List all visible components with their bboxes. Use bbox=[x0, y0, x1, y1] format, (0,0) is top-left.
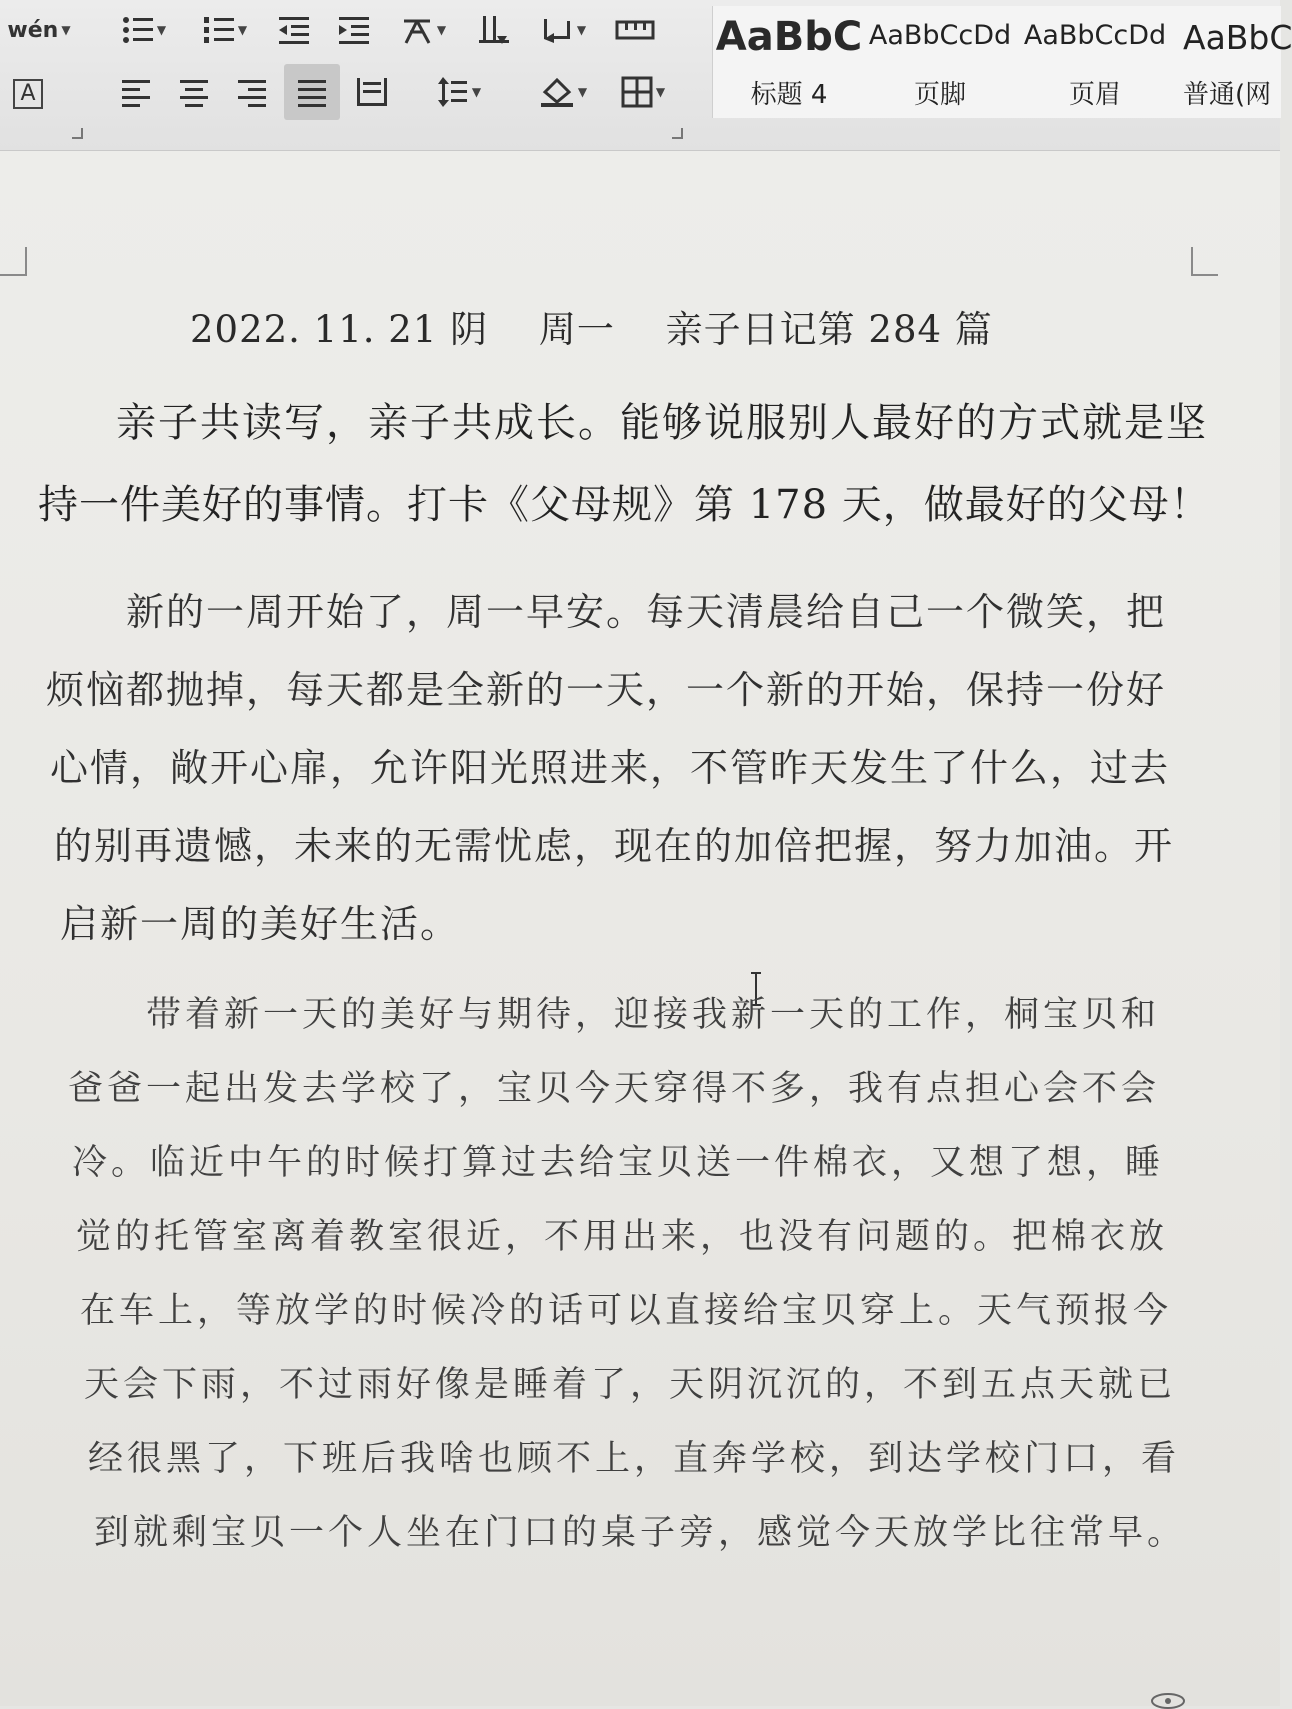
bullets-button[interactable] bbox=[114, 8, 174, 52]
style-header[interactable] bbox=[1015, 6, 1175, 118]
decrease-indent-button[interactable] bbox=[272, 8, 316, 52]
align-left-icon bbox=[120, 77, 152, 107]
ribbon-toolbar bbox=[0, 0, 1292, 151]
style-normal-web[interactable] bbox=[1175, 6, 1292, 118]
justify-icon bbox=[296, 77, 328, 107]
paragraph-mark-icon bbox=[540, 15, 574, 45]
paragraph-2-line: 烦恼都抛掉，每天都是全新的一天，一个新的开始，保持一份好 bbox=[46, 668, 1167, 712]
character-border-label: A bbox=[13, 79, 42, 109]
document-page[interactable] bbox=[0, 151, 1280, 1706]
sort-icon bbox=[477, 14, 511, 46]
increase-indent-button[interactable] bbox=[332, 8, 376, 52]
line-spacing-icon bbox=[437, 76, 469, 108]
font-dialog-launcher-icon[interactable] bbox=[72, 128, 83, 139]
phonetic-guide-label: wén bbox=[7, 17, 59, 43]
line-spacing-button[interactable] bbox=[428, 70, 490, 114]
style-sample: AaBbCcDd bbox=[1023, 20, 1167, 51]
paragraph-dialog-launcher-icon[interactable] bbox=[672, 128, 683, 139]
paragraph-2-line: 的别再遗憾，未来的无需忧虑，现在的加倍把握，努力加油。开 bbox=[54, 824, 1175, 868]
paragraph-1-line: 持一件美好的事情。打卡《父母规》第 178 天，做最好的父母！ bbox=[38, 482, 1211, 528]
align-center-icon bbox=[178, 77, 210, 107]
chevron-down-icon: ▼ bbox=[471, 85, 482, 99]
paragraph-3-line: 经很黑了，下班后我啥也顾不上，直奔学校，到达学校门口，看 bbox=[88, 1439, 1181, 1479]
style-name: 普通(网 bbox=[1183, 80, 1272, 110]
align-left-button[interactable] bbox=[114, 70, 158, 114]
borders-grid-icon bbox=[621, 76, 653, 108]
align-right-button[interactable] bbox=[230, 70, 274, 114]
paragraph-2-line: 新的一周开始了，周一早安。每天清晨给自己一个微笑，把 bbox=[126, 590, 1167, 634]
chinese-layout-icon bbox=[400, 15, 434, 45]
shading-button[interactable] bbox=[530, 70, 596, 114]
paragraph-3-line: 冷。临近中午的时候打算过去给宝贝送一件棉衣，又想了想，睡 bbox=[72, 1143, 1165, 1183]
bullet-list-icon bbox=[122, 15, 154, 45]
style-sample: AaBbC bbox=[715, 14, 863, 60]
chevron-down-icon: ▼ bbox=[61, 23, 71, 37]
character-border-button[interactable] bbox=[8, 72, 48, 116]
paragraph-3-line: 在车上，等放学的时候冷的话可以直接给宝贝穿上。天气预报今 bbox=[80, 1291, 1173, 1331]
show-hide-marks-button[interactable] bbox=[528, 8, 598, 52]
chevron-down-icon: ▼ bbox=[655, 85, 666, 99]
chevron-down-icon: ▼ bbox=[156, 23, 167, 37]
tab-ruler-icon bbox=[615, 19, 655, 41]
chevron-down-icon: ▼ bbox=[436, 23, 447, 37]
paragraph-3-line: 觉的托管室离着教室很近，不用出来，也没有问题的。把棉衣放 bbox=[76, 1217, 1169, 1257]
style-name: 标题 4 bbox=[750, 80, 828, 110]
styles-gallery bbox=[712, 6, 1292, 118]
paragraph-3-line: 到就剩宝贝一个人坐在门口的桌子旁，感觉今天放学比往常早。 bbox=[94, 1513, 1187, 1553]
chevron-down-icon: ▼ bbox=[577, 85, 588, 99]
paragraph-3-line: 带着新一天的美好与期待，迎接我新一天的工作，桐宝贝和 bbox=[146, 995, 1161, 1035]
paragraph-1-line: 亲子共读写，亲子共成长。能够说服别人最好的方式就是坚 bbox=[116, 400, 1208, 446]
chevron-down-icon: ▼ bbox=[576, 23, 587, 37]
distributed-button[interactable] bbox=[350, 70, 394, 114]
style-name: 页眉 bbox=[1068, 80, 1121, 110]
style-name: 页脚 bbox=[913, 80, 966, 110]
paragraph-2-line: 心情，敞开心扉，允许阳光照进来，不管昨天发生了什么，过去 bbox=[50, 746, 1171, 790]
paint-bucket-icon bbox=[539, 76, 575, 108]
paragraph-2-line: 启新一周的美好生活。 bbox=[60, 902, 461, 946]
borders-button[interactable] bbox=[610, 70, 676, 114]
tabs-button[interactable] bbox=[610, 8, 660, 52]
increase-indent-icon bbox=[337, 15, 371, 45]
crop-mark-top-right-icon bbox=[1188, 247, 1218, 277]
numbered-list-icon bbox=[203, 15, 235, 45]
align-center-button[interactable] bbox=[172, 70, 216, 114]
crop-mark-top-left-icon bbox=[0, 247, 30, 277]
style-heading4[interactable] bbox=[713, 6, 865, 118]
distributed-icon bbox=[355, 76, 389, 108]
style-sample: AaBbC bbox=[1183, 18, 1292, 57]
chinese-layout-button[interactable] bbox=[392, 8, 454, 52]
view-icon bbox=[1148, 1689, 1188, 1709]
paragraph-3-line: 爸爸一起出发去学校了，宝贝今天穿得不多，我有点担心会不会 bbox=[68, 1069, 1161, 1109]
style-footer[interactable] bbox=[865, 6, 1015, 118]
phonetic-guide-button[interactable] bbox=[4, 8, 74, 52]
sort-button[interactable] bbox=[472, 8, 516, 52]
paragraph-3-line: 天会下雨，不过雨好像是睡着了，天阴沉沉的，不到五点天就已 bbox=[84, 1365, 1177, 1405]
align-right-icon bbox=[236, 77, 268, 107]
chevron-down-icon: ▼ bbox=[237, 23, 248, 37]
decrease-indent-icon bbox=[277, 15, 311, 45]
style-sample: AaBbCcDd bbox=[868, 20, 1012, 51]
numbering-button[interactable] bbox=[194, 8, 256, 52]
diary-title: 2022. 11. 21 阴 周一 亲子日记第 284 篇 bbox=[190, 308, 993, 351]
justify-button[interactable] bbox=[284, 64, 340, 120]
